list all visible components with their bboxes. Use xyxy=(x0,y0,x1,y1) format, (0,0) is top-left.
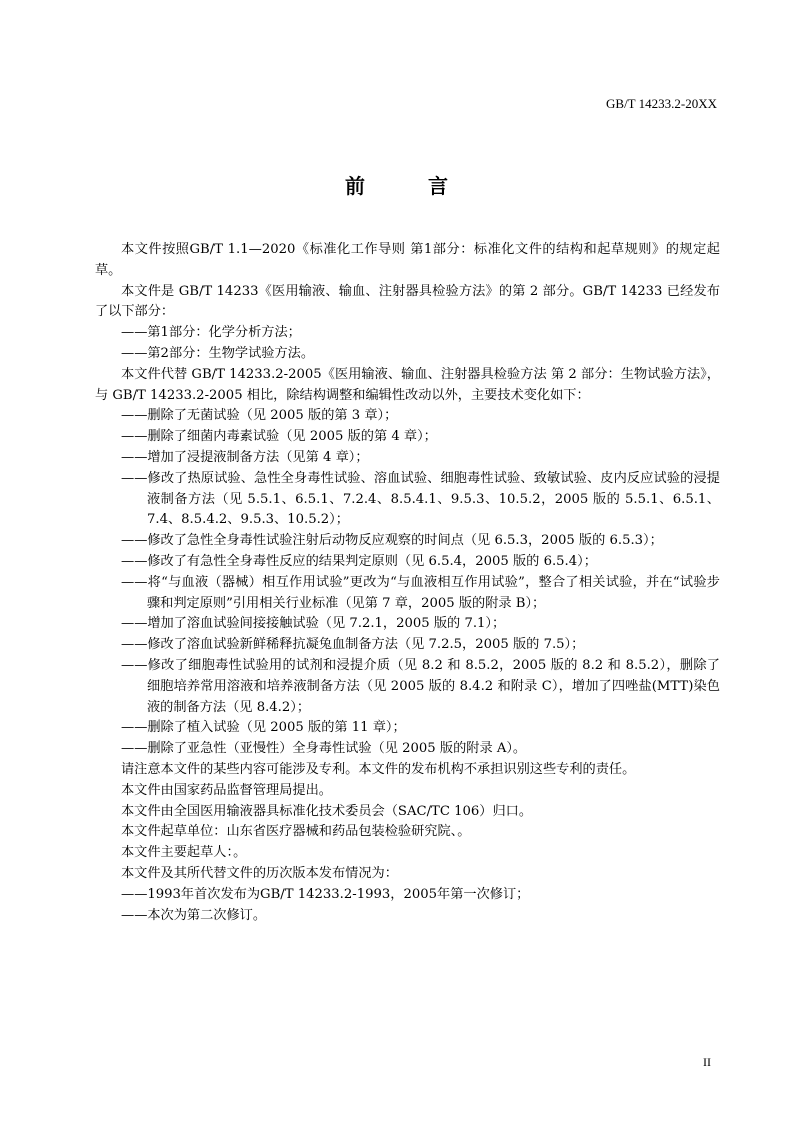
change-item: ——删除了无菌试验（见 2005 版的第 3 章）； xyxy=(121,408,398,424)
closing-paragraph: 请注意本文件的某些内容可能涉及专利。本文件的发布机构不承担识别这些专利的责任。 xyxy=(121,761,636,777)
history-item: ——本次为第二次修订。 xyxy=(121,907,267,923)
change-item: ——将“与血液（器械）相互作用试验”更改为“与血液相互作用试验”，整合了相关试验，并在“试验步骤和判定原则”引用相关行业标准（见第 7 章，2005 版的附录 B）； xyxy=(121,574,720,611)
list-item: ——第1部分：化学分析方法； xyxy=(121,325,301,341)
page-title: 前 言 xyxy=(345,174,476,198)
document-body xyxy=(95,240,720,926)
replace-statement: 本文件代替 GB/T 14233.2-2005《医用输液、输血、注射器具检验方法 第 2 部分：生物试验方法》，与 GB/T 14233.2-2005 相比，除结构调整和编辑性改动以外，主要技术变化如下： xyxy=(95,366,720,403)
closing-paragraph: 本文件由全国医用输液器具标准化技术委员会（SAC/TC 106）归口。 xyxy=(121,803,533,819)
change-item: ——删除了细菌内毒素试验（见 2005 版的第 4 章）； xyxy=(121,429,437,445)
intro-paragraph: 本文件是 GB/T 14233《医用输液、输血、注射器具检验方法》的第 2 部分。GB/T 14233 已经发布了以下部分： xyxy=(95,283,720,320)
change-item: ——修改了细胞毒性试验用的试剂和浸提介质（见 8.2 和 8.5.2，2005 版的 8.2 和 8.5.2），删除了细胞培养常用溶液和培养液制备方法（见 2005 版的 8.4.2 和附录 C），增加了四唑盐(MTT)染色液的制备方法（见 8.4.2）； xyxy=(121,657,720,715)
document-code: GB/T 14233.2-20XX xyxy=(606,96,717,111)
change-item: ——修改了热原试验、急性全身毒性试验、溶血试验、细胞毒性试验、致敏试验、皮内反应试验的浸提液制备方法（见 5.5.1、6.5.1、7.2.4、8.5.4.1、9.5.3、10.5.2，2005 版的 5.5.1、6.5.1、7.4、8.5.4.2、9.5.3、10.5.2）； xyxy=(121,470,720,528)
change-item: ——增加了溶血试验间接接触试验（见 7.2.1，2005 版的 7.1）； xyxy=(121,616,506,632)
change-item: ——修改了有急性全身毒性反应的结果判定原则（见 6.5.4，2005 版的 6.5.4）； xyxy=(121,553,597,569)
closing-paragraph: 本文件起草单位：山东省医疗器械和药品包装检验研究院、。 xyxy=(121,824,471,840)
change-item: ——删除了植入试验（见 2005 版的第 11 章）； xyxy=(121,720,406,736)
change-item: ——增加了浸提液制备方法（见第 4 章）； xyxy=(121,449,369,465)
history-item: ——1993年首次发布为GB/T 14233.2-1993，2005年第一次修订； xyxy=(121,886,530,902)
list-item: ——第2部分：生物学试验方法。 xyxy=(121,345,315,361)
change-item: ——修改了溶血试验新鲜稀释抗凝兔血制备方法（见 7.2.5，2005 版的 7.5）； xyxy=(121,637,585,653)
change-item: ——修改了急性全身毒性试验注射后动物反应观察的时间点（见 6.5.3，2005 版的 6.5.3）； xyxy=(121,533,663,549)
closing-paragraph: 本文件及其所代替文件的历次版本发布情况为： xyxy=(121,865,398,881)
intro-paragraph: 本文件按照GB/T 1.1—2020《标准化工作导则 第1部分：标准化文件的结构和起草规则》的规定起草。 xyxy=(95,242,720,278)
closing-paragraph: 本文件主要起草人：。 xyxy=(121,845,247,861)
change-item: ——删除了亚急性（亚慢性）全身毒性试验（见 2005 版的附录 A）。 xyxy=(121,741,527,757)
closing-paragraph: 本文件由国家药品监督管理局提出。 xyxy=(121,782,332,798)
page-number: II xyxy=(703,1055,711,1069)
